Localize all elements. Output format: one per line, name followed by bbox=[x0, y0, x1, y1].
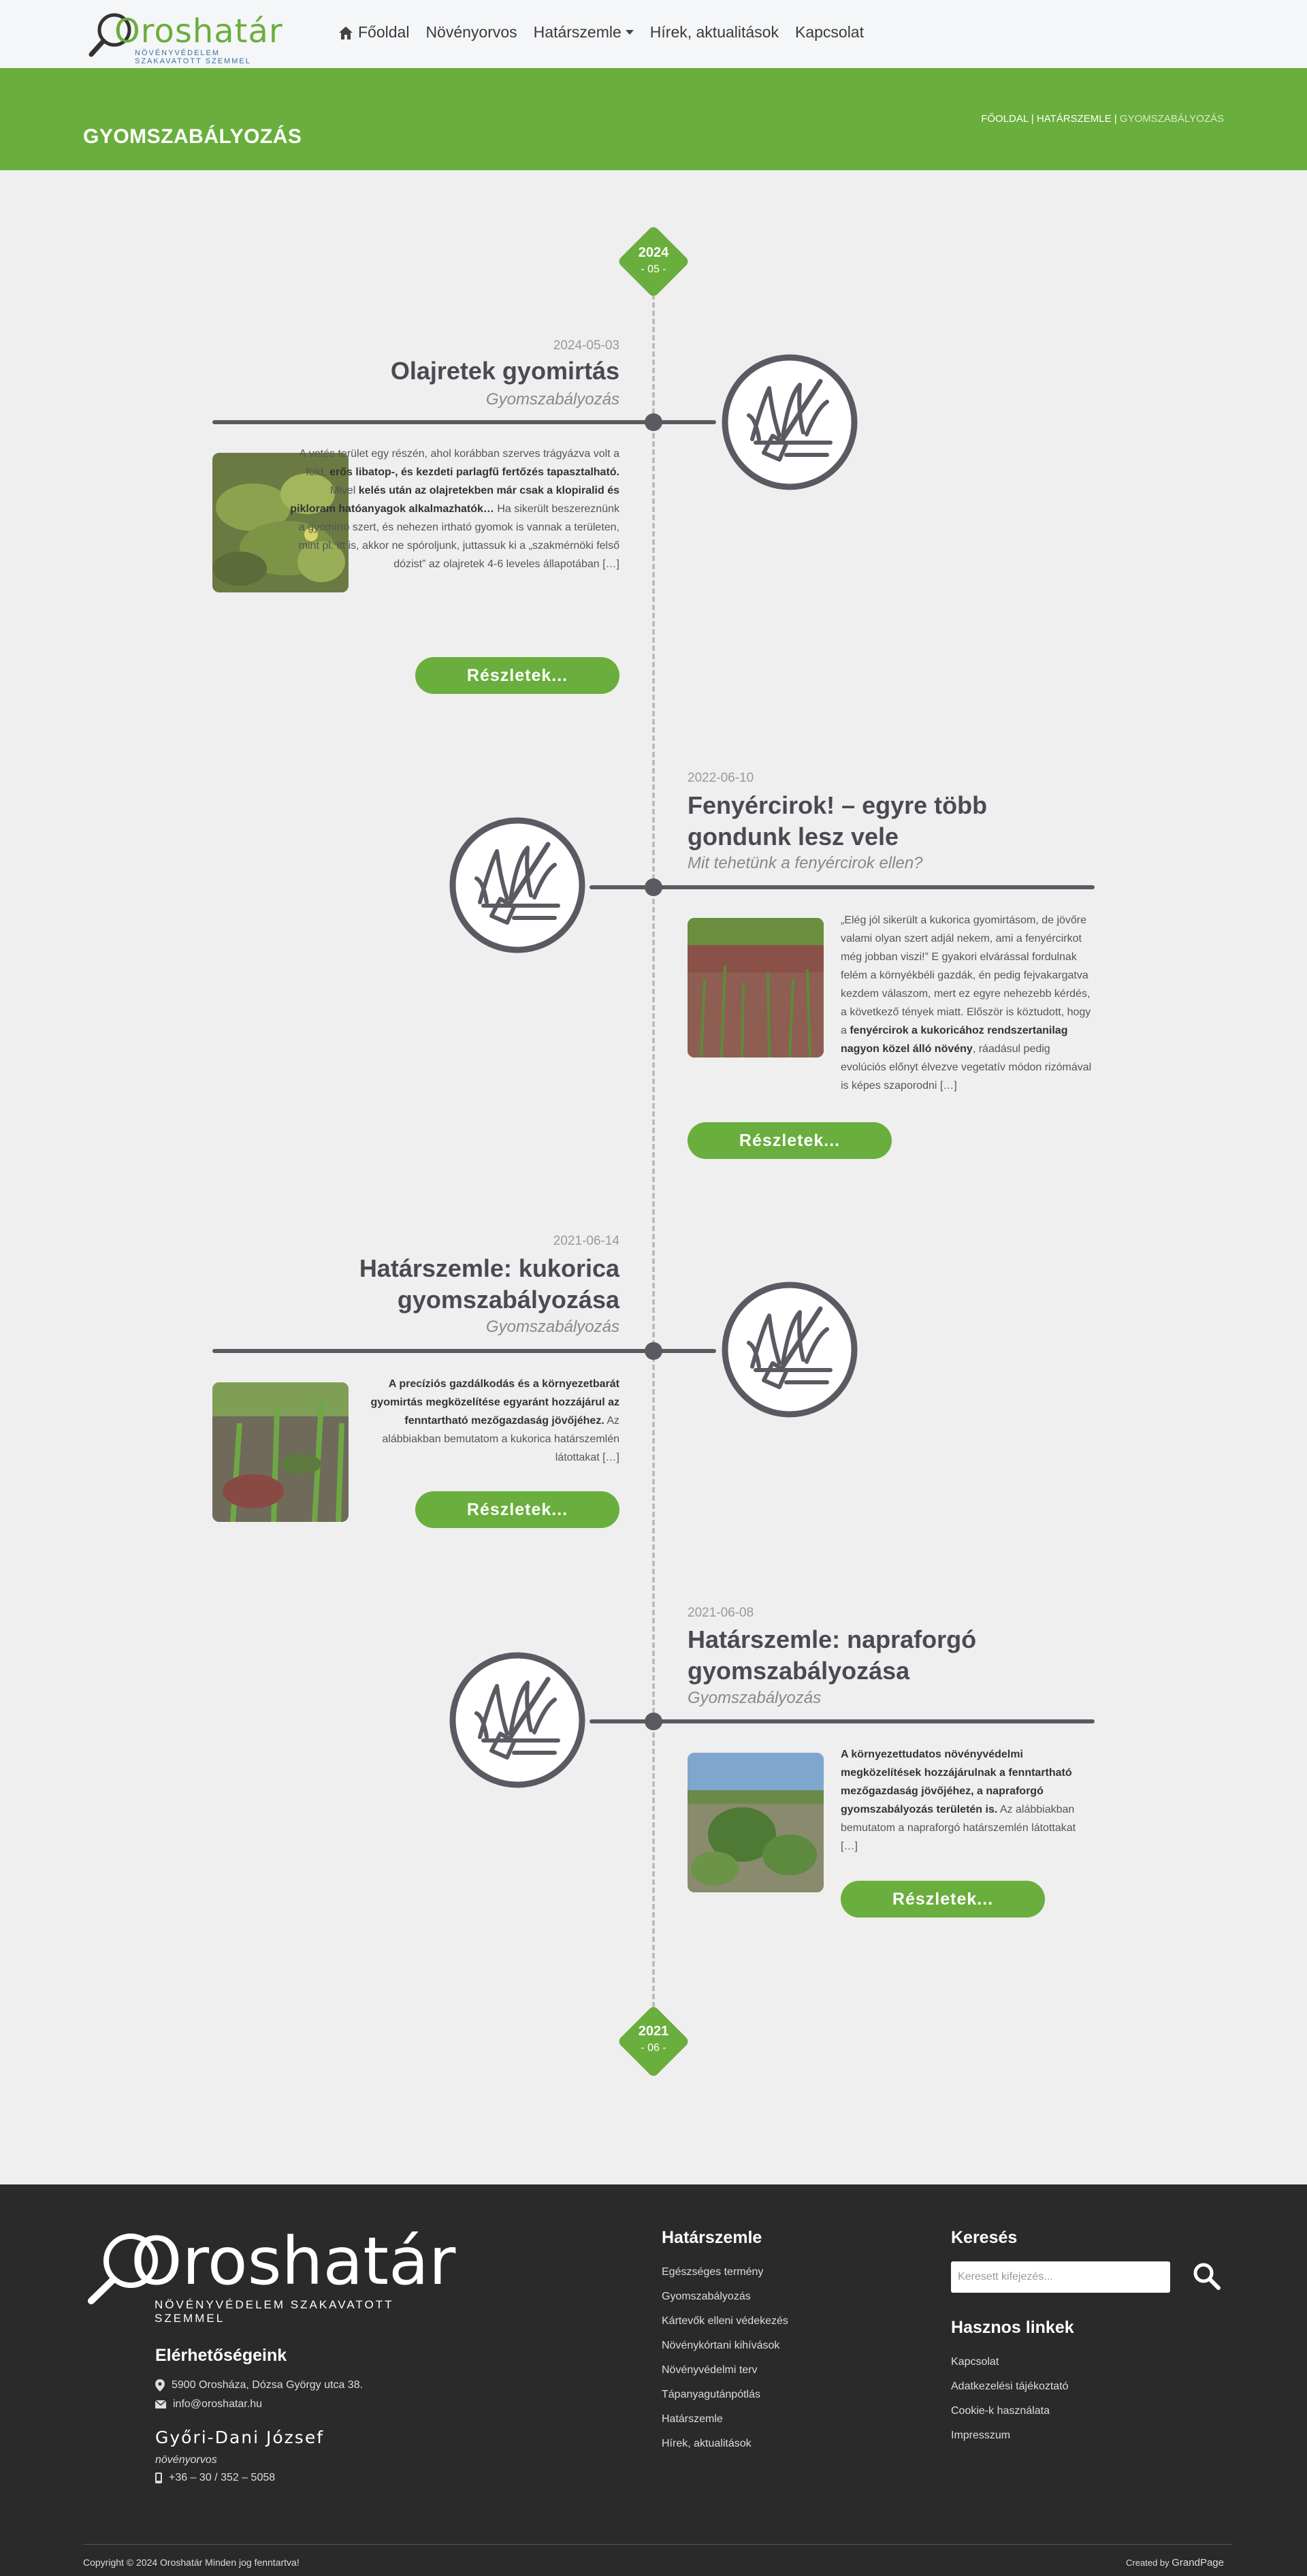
top-navbar bbox=[0, 0, 1307, 68]
post-category: Gyomszabályozás bbox=[688, 1689, 822, 1707]
menu-item-home[interactable]: Főoldal bbox=[338, 23, 409, 42]
footer-divider bbox=[83, 2544, 1232, 2545]
post-category: Gyomszabályozás bbox=[485, 1318, 619, 1336]
footer-link[interactable]: Impresszum bbox=[951, 2430, 1011, 2441]
post-date: 2021-06-14 bbox=[553, 1234, 619, 1248]
weeding-hoe-icon bbox=[449, 817, 585, 953]
fenyercirok-photo bbox=[688, 918, 824, 1058]
post-category: Mit tehetünk a fenyércirok ellen? bbox=[688, 854, 923, 872]
credit: Created by GrandPage bbox=[1126, 2557, 1224, 2569]
post-thumbnail[interactable] bbox=[688, 918, 824, 1058]
contact-phone[interactable]: +36 – 30 / 352 – 5058 bbox=[155, 2472, 275, 2484]
post-connector-line bbox=[590, 885, 1095, 889]
footer-link[interactable]: Növénykórtani kihívások bbox=[662, 2340, 780, 2351]
main-menu bbox=[338, 23, 864, 42]
site-logo[interactable] bbox=[87, 7, 285, 65]
post-thumbnail[interactable] bbox=[212, 1382, 349, 1522]
kukorica-photo bbox=[212, 1382, 349, 1522]
post-excerpt: A precíziós gazdálkodás és a környezetbarát gyomirtás megközelítése egyaránt hozzájárul az fenntartható mezőgazdaság jövőjéhez. Az alábbiakban bemutatom a kukorica határszemlén látottakat […] bbox=[370, 1378, 619, 1463]
person-role: növényorvos bbox=[155, 2454, 217, 2466]
breadcrumb-home[interactable]: FŐOLDAL bbox=[981, 113, 1029, 125]
timeline-dot bbox=[645, 1713, 662, 1730]
post-category: Gyomszabályozás bbox=[485, 390, 619, 409]
phone-icon bbox=[155, 2472, 162, 2483]
footer-logo[interactable] bbox=[83, 2223, 456, 2325]
post-date: 2024-05-03 bbox=[553, 338, 619, 353]
weeding-hoe-icon bbox=[722, 354, 858, 490]
contact-title: Elérhetőségeink bbox=[155, 2346, 287, 2365]
menu-item-field-survey[interactable]: Határszemle bbox=[534, 23, 634, 42]
footer-logo-tagline: NÖVÉNYVÉDELEM SZAKAVATOTT SZEMMEL bbox=[155, 2298, 394, 2325]
footer-link[interactable]: Cookie-k használata bbox=[951, 2405, 1050, 2417]
breadcrumb: FŐOLDAL | HATÁRSZEMLE | GYOMSZABÁLYOZÁS bbox=[981, 113, 1224, 125]
footer-link[interactable]: Egészséges termény bbox=[662, 2266, 764, 2278]
page-title: GYOMSZABÁLYOZÁS bbox=[83, 125, 302, 148]
footer-col-title: Határszemle bbox=[662, 2228, 762, 2247]
search-input[interactable]: Keresett kifejezés... bbox=[951, 2261, 1170, 2293]
menu-item-contact[interactable]: Kapcsolat bbox=[794, 23, 864, 41]
search-icon[interactable] bbox=[1191, 2261, 1223, 2292]
person-name: Győri-Dani József bbox=[155, 2428, 325, 2447]
footer-logo-wordmark: Oroshatár bbox=[131, 2223, 456, 2300]
timeline-dot bbox=[645, 1342, 662, 1360]
search-title: Keresés bbox=[951, 2228, 1018, 2247]
footer-link[interactable]: Kapcsolat bbox=[951, 2356, 999, 2368]
logo-tagline: NÖVÉNYVÉDELEM SZAKAVATOTT SZEMMEL bbox=[135, 49, 251, 65]
menu-item-news[interactable]: Hírek, aktualitások bbox=[649, 23, 779, 41]
useful-links-title: Hasznos linkek bbox=[951, 2318, 1074, 2337]
footer-link[interactable]: Gyomszabályozás bbox=[662, 2291, 751, 2302]
timeline-end-label: 2021 - 06 - bbox=[638, 2024, 669, 2054]
details-button[interactable]: Részletek... bbox=[841, 1881, 1045, 1918]
timeline-dot bbox=[645, 878, 662, 896]
location-pin-icon bbox=[155, 2379, 165, 2391]
post-title[interactable]: Határszemle: kukorica gyomszabályozása bbox=[359, 1254, 619, 1314]
envelope-icon bbox=[155, 2400, 166, 2408]
timeline-dot bbox=[645, 413, 662, 431]
post-date: 2022-06-10 bbox=[688, 771, 754, 785]
copyright: Copyright © 2024 Oroshatár Minden jog fenntartva! bbox=[83, 2557, 300, 2568]
footer-link[interactable]: Adatkezelési tájékoztató bbox=[951, 2381, 1069, 2392]
post-excerpt: A vetés terület egy részén, ahol korábban szerves trágyázva volt a föld, erős libatop-, és kezdeti parlagfű fertőzés tapasztalható. Mivel kelés után az olajretekben már csak a klopiralid és pikloram hatóanyagok alkalmazhatók… Ha sikerült beszereznünk a gyomirtó szert, és nehezen irtható gyomok is vannak a területen, mint pl. itt is, akkor ne spóroljunk, juttassuk ki a „szakmérnöki felső dózist” az olajretek 4-6 leveles állapotában […] bbox=[290, 448, 619, 570]
page-banner bbox=[0, 68, 1307, 170]
menu-item-plant-doctor[interactable]: Növényorvos bbox=[425, 23, 517, 41]
breadcrumb-current: GYOMSZABÁLYOZÁS bbox=[1119, 113, 1224, 125]
footer-link[interactable]: Hírek, aktualitások bbox=[662, 2438, 752, 2449]
useful-links bbox=[951, 2356, 1069, 2454]
details-button[interactable]: Részletek... bbox=[415, 1491, 619, 1528]
post-connector-line bbox=[212, 420, 716, 424]
post-connector-line bbox=[212, 1349, 716, 1353]
weeding-hoe-icon bbox=[722, 1282, 858, 1418]
breadcrumb-field-survey[interactable]: HATÁRSZEMLE bbox=[1036, 113, 1112, 125]
logo-wordmark: Oroshatár bbox=[114, 12, 283, 50]
post-excerpt: „Elég jól sikerült a kukorica gyomirtásom, de jövőre valami olyan szert adjál nekem, ami a fenyércirkot még jobban viszi!” E gyakori elvárással fordulnak felém a környékbéli gazdák, én pedig fejvakargatva kezdem válaszom, mert ez egyre nehezebb kérdés, a következő tények miatt. Először is köztudott, hogy a fenyércirok a kukoricához rendszertanilag nagyon közel álló növény, ráadásul pedig evolúciós előnyt élvezve vegetatív módon rizómával is képes szaporodni […] bbox=[841, 915, 1092, 1092]
home-icon bbox=[338, 25, 354, 40]
footer-link[interactable]: Kártevők elleni védekezés bbox=[662, 2315, 788, 2327]
post-title[interactable]: Olajretek gyomirtás bbox=[390, 357, 619, 385]
credit-link[interactable]: GrandPage bbox=[1172, 2557, 1224, 2569]
post-date: 2021-06-08 bbox=[688, 1606, 754, 1620]
footer-link[interactable]: Növényvédelmi terv bbox=[662, 2364, 758, 2376]
contact-address: 5900 Orosháza, Dózsa György utca 38. bbox=[155, 2379, 363, 2391]
timeline-start-label: 2024 - 05 - bbox=[638, 245, 669, 275]
footer-link[interactable]: Határszemle bbox=[662, 2413, 723, 2425]
timeline-axis bbox=[652, 286, 655, 2016]
footer-category-links bbox=[662, 2266, 788, 2462]
post-excerpt: A környezettudatos növényvédelmi megközelítések hozzájárulnak a fenntartható mezőgazdaság jövőjéhez, a napraforgó gyomszabályozás területén is. Az alábbiakban bemutatom a napraforgó határszemlén látottakat […] bbox=[841, 1749, 1076, 1852]
weeding-hoe-icon bbox=[449, 1652, 585, 1788]
post-thumbnail[interactable] bbox=[688, 1753, 824, 1892]
post-title[interactable]: Fenyércirok! – egyre több gondunk lesz vele bbox=[688, 791, 988, 850]
footer-link[interactable]: Tápanyagutánpótlás bbox=[662, 2389, 760, 2400]
post-connector-line bbox=[590, 1719, 1095, 1723]
details-button[interactable]: Részletek... bbox=[688, 1122, 892, 1159]
post-title[interactable]: Határszemle: napraforgó gyomszabályozása bbox=[688, 1625, 977, 1685]
contact-email[interactable]: info@oroshatar.hu bbox=[155, 2398, 262, 2411]
chevron-down-icon bbox=[626, 30, 634, 35]
details-button[interactable]: Részletek... bbox=[415, 657, 619, 694]
napraforgo-photo bbox=[688, 1753, 824, 1892]
